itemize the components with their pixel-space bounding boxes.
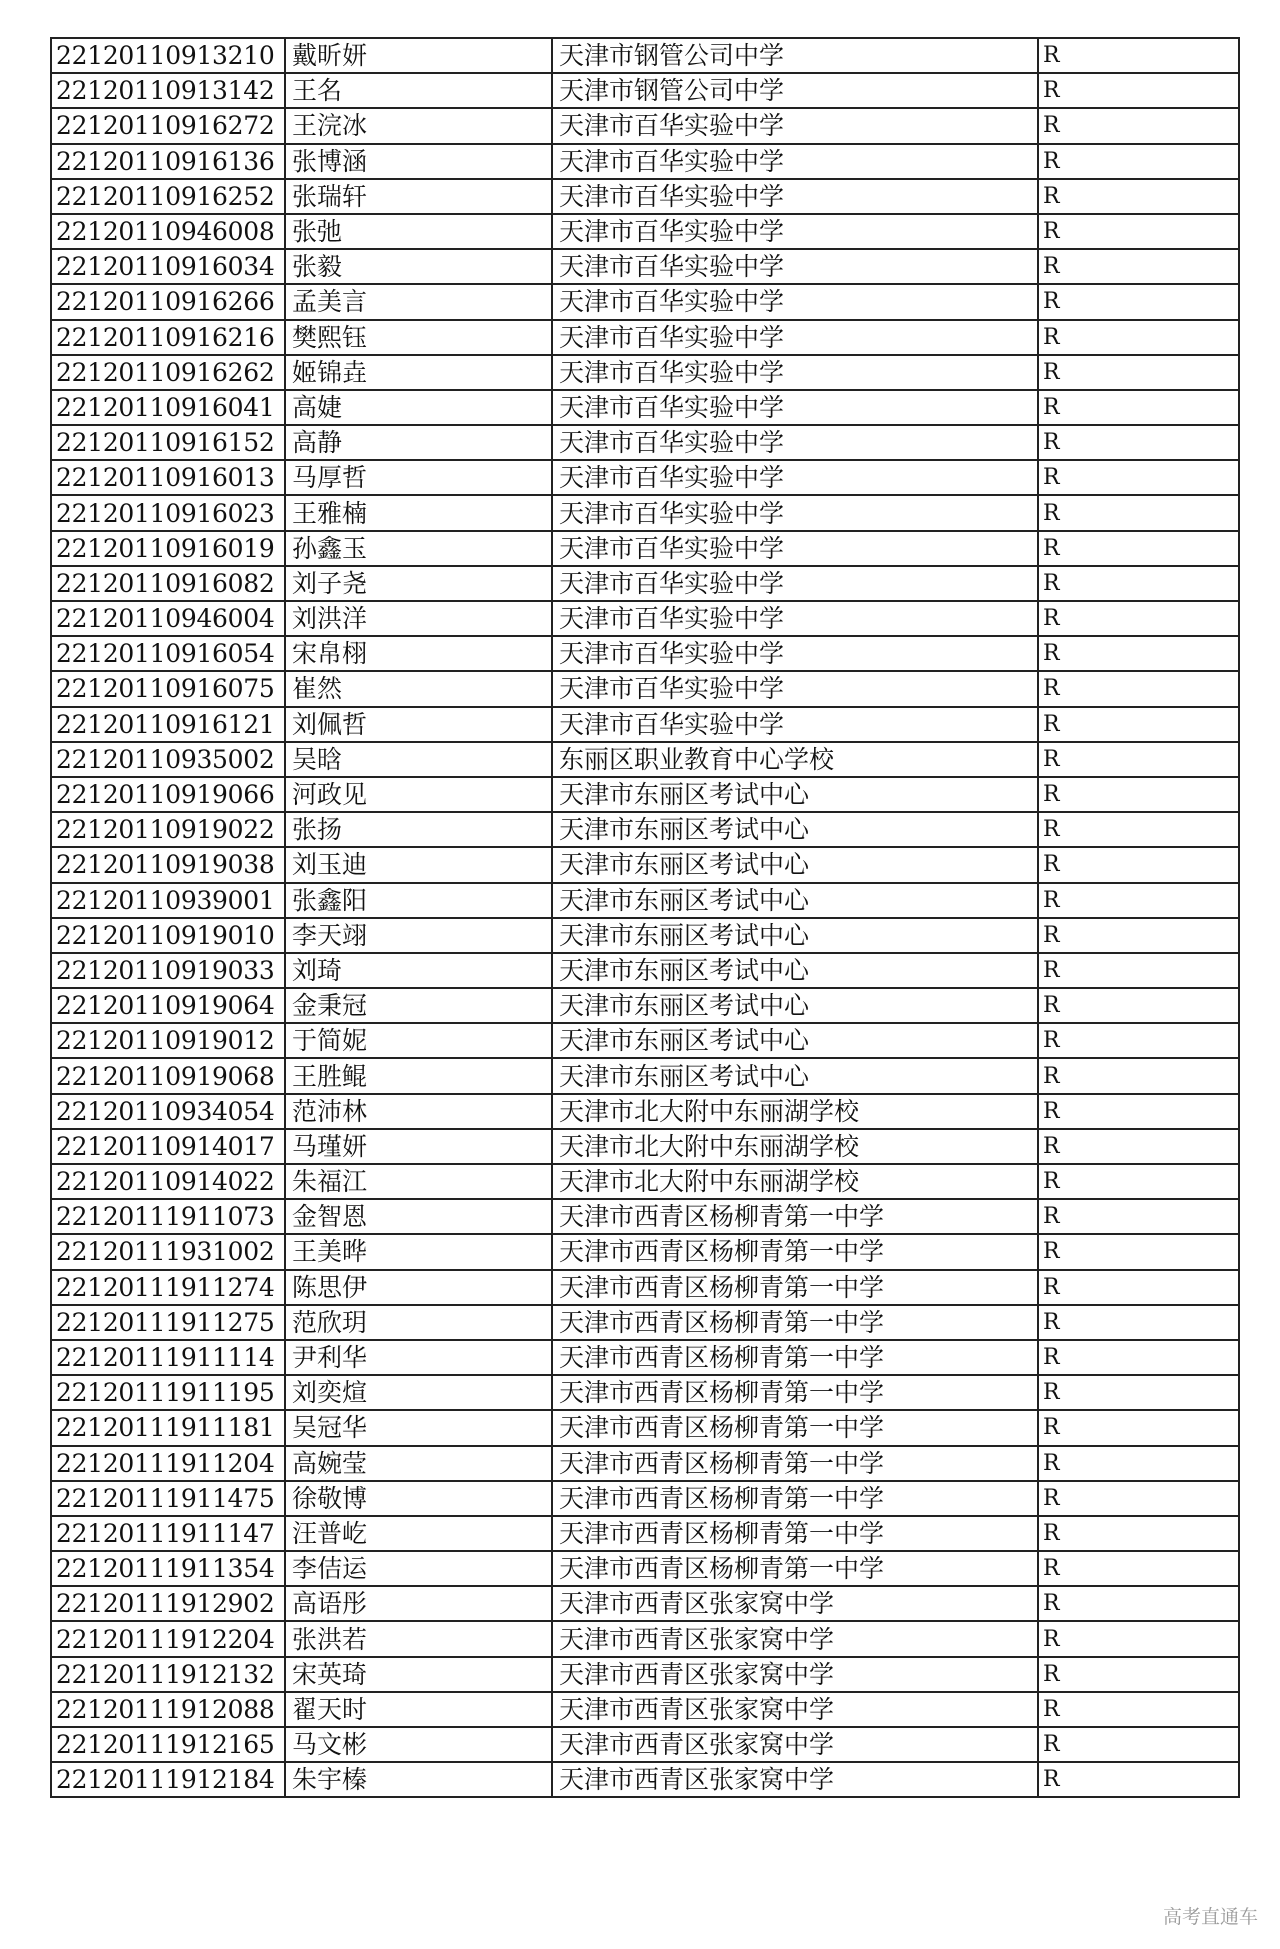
student-name-cell: 河政见 [285,777,552,812]
exam-id-cell: 22120111911181 [51,1410,285,1445]
status-cell: R [1038,742,1239,777]
watermark: 高考直通车 [1162,1906,1258,1928]
exam-id-cell: 22120111912204 [51,1621,285,1656]
school-cell: 东丽区职业教育中心学校 [552,742,1038,777]
exam-id-cell: 22120110916082 [51,566,285,601]
table-row [51,566,1239,601]
status-cell: R [1038,214,1239,249]
table-row [51,1234,1239,1269]
status-cell: R [1038,953,1239,988]
table-row [51,636,1239,671]
school-cell: 天津市西青区杨柳青第一中学 [552,1375,1038,1410]
exam-id-cell: 22120110916034 [51,249,285,284]
table-row [51,214,1239,249]
school-cell: 天津市西青区张家窝中学 [552,1657,1038,1692]
school-cell: 天津市西青区杨柳青第一中学 [552,1340,1038,1375]
student-name-cell: 陈思伊 [285,1270,552,1305]
student-name-cell: 樊熙钰 [285,320,552,355]
status-cell: R [1038,390,1239,425]
school-cell: 天津市百华实验中学 [552,601,1038,636]
table-row [51,1058,1239,1093]
school-cell: 天津市西青区杨柳青第一中学 [552,1305,1038,1340]
exam-id-cell: 22120110916075 [51,671,285,706]
table-row [51,1516,1239,1551]
school-cell: 天津市百华实验中学 [552,460,1038,495]
exam-id-cell: 22120111931002 [51,1234,285,1269]
status-cell: R [1038,1692,1239,1727]
school-cell: 天津市百华实验中学 [552,179,1038,214]
table-row [51,460,1239,495]
student-name-cell: 崔然 [285,671,552,706]
table-row [51,1164,1239,1199]
school-cell: 天津市西青区张家窝中学 [552,1762,1038,1797]
school-cell: 天津市东丽区考试中心 [552,812,1038,847]
table-row [51,1727,1239,1762]
table-row [51,355,1239,390]
table-row [51,918,1239,953]
student-name-cell: 朱宇榛 [285,1762,552,1797]
school-cell: 天津市百华实验中学 [552,320,1038,355]
status-cell: R [1038,847,1239,882]
school-cell: 天津市西青区杨柳青第一中学 [552,1481,1038,1516]
status-cell: R [1038,1375,1239,1410]
status-cell: R [1038,1094,1239,1129]
roster-body [51,38,1239,1797]
table-row [51,707,1239,742]
student-name-cell: 金秉冠 [285,988,552,1023]
status-cell: R [1038,355,1239,390]
school-cell: 天津市百华实验中学 [552,390,1038,425]
exam-id-cell: 22120110914022 [51,1164,285,1199]
student-name-cell: 高语彤 [285,1586,552,1621]
student-name-cell: 王名 [285,73,552,108]
table-row [51,1692,1239,1727]
exam-id-cell: 22120110919022 [51,812,285,847]
table-row [51,847,1239,882]
exam-id-cell: 22120110916041 [51,390,285,425]
table-row [51,742,1239,777]
student-name-cell: 王浣冰 [285,108,552,143]
status-cell: R [1038,812,1239,847]
status-cell: R [1038,777,1239,812]
status-cell: R [1038,601,1239,636]
exam-id-cell: 22120110934054 [51,1094,285,1129]
exam-id-cell: 22120110916266 [51,284,285,319]
school-cell: 天津市东丽区考试中心 [552,918,1038,953]
exam-id-cell: 22120111912902 [51,1586,285,1621]
table-row [51,320,1239,355]
table-row [51,531,1239,566]
status-cell: R [1038,1199,1239,1234]
status-cell: R [1038,1270,1239,1305]
school-cell: 天津市西青区杨柳青第一中学 [552,1270,1038,1305]
school-cell: 天津市东丽区考试中心 [552,847,1038,882]
status-cell: R [1038,918,1239,953]
status-cell: R [1038,1446,1239,1481]
status-cell: R [1038,988,1239,1023]
student-name-cell: 翟天时 [285,1692,552,1727]
school-cell: 天津市北大附中东丽湖学校 [552,1129,1038,1164]
exam-id-cell: 22120110946008 [51,214,285,249]
status-cell: R [1038,179,1239,214]
student-name-cell: 李佶运 [285,1551,552,1586]
status-cell: R [1038,636,1239,671]
exam-id-cell: 22120110916121 [51,707,285,742]
exam-id-cell: 22120110919068 [51,1058,285,1093]
school-cell: 天津市东丽区考试中心 [552,1058,1038,1093]
table-row [51,1762,1239,1797]
student-name-cell: 高静 [285,425,552,460]
table-row [51,495,1239,530]
status-cell: R [1038,1762,1239,1797]
exam-id-cell: 22120110916252 [51,179,285,214]
status-cell: R [1038,883,1239,918]
table-row [51,108,1239,143]
school-cell: 天津市东丽区考试中心 [552,953,1038,988]
school-cell: 天津市西青区杨柳青第一中学 [552,1199,1038,1234]
status-cell: R [1038,1727,1239,1762]
student-name-cell: 孟美言 [285,284,552,319]
school-cell: 天津市百华实验中学 [552,566,1038,601]
exam-id-cell: 22120111911073 [51,1199,285,1234]
status-cell: R [1038,1129,1239,1164]
exam-id-cell: 22120111911274 [51,1270,285,1305]
status-cell: R [1038,671,1239,706]
exam-id-cell: 22120110916023 [51,495,285,530]
exam-id-cell: 22120110916152 [51,425,285,460]
status-cell: R [1038,38,1239,73]
student-name-cell: 尹利华 [285,1340,552,1375]
exam-id-cell: 22120111911275 [51,1305,285,1340]
student-name-cell: 王雅楠 [285,495,552,530]
school-cell: 天津市西青区张家窝中学 [552,1586,1038,1621]
school-cell: 天津市百华实验中学 [552,249,1038,284]
student-name-cell: 王美晔 [285,1234,552,1269]
student-name-cell: 张博涵 [285,144,552,179]
student-name-cell: 高婉莹 [285,1446,552,1481]
table-row [51,671,1239,706]
school-cell: 天津市西青区张家窝中学 [552,1727,1038,1762]
student-name-cell: 刘佩哲 [285,707,552,742]
student-name-cell: 刘洪洋 [285,601,552,636]
table-row [51,249,1239,284]
table-row [51,1340,1239,1375]
table-row [51,883,1239,918]
school-cell: 天津市百华实验中学 [552,495,1038,530]
table-row [51,1621,1239,1656]
table-row [51,1375,1239,1410]
exam-id-cell: 22120110919010 [51,918,285,953]
status-cell: R [1038,249,1239,284]
table-row [51,1410,1239,1445]
exam-id-cell: 22120111911204 [51,1446,285,1481]
school-cell: 天津市钢管公司中学 [552,73,1038,108]
exam-id-cell: 22120110916216 [51,320,285,355]
school-cell: 天津市百华实验中学 [552,108,1038,143]
student-name-cell: 徐敬博 [285,1481,552,1516]
status-cell: R [1038,1551,1239,1586]
student-name-cell: 张瑞轩 [285,179,552,214]
status-cell: R [1038,1410,1239,1445]
table-row [51,988,1239,1023]
status-cell: R [1038,1340,1239,1375]
school-cell: 天津市东丽区考试中心 [552,988,1038,1023]
exam-id-cell: 22120111912165 [51,1727,285,1762]
table-row [51,1551,1239,1586]
status-cell: R [1038,108,1239,143]
status-cell: R [1038,1481,1239,1516]
status-cell: R [1038,1058,1239,1093]
exam-id-cell: 22120110946004 [51,601,285,636]
exam-id-cell: 22120111911195 [51,1375,285,1410]
student-name-cell: 孙鑫玉 [285,531,552,566]
student-name-cell: 刘琦 [285,953,552,988]
student-name-cell: 汪普屹 [285,1516,552,1551]
exam-id-cell: 22120110916272 [51,108,285,143]
school-cell: 天津市北大附中东丽湖学校 [552,1164,1038,1199]
school-cell: 天津市百华实验中学 [552,144,1038,179]
table-row [51,1586,1239,1621]
school-cell: 天津市西青区张家窝中学 [552,1621,1038,1656]
status-cell: R [1038,531,1239,566]
exam-id-cell: 22120110935002 [51,742,285,777]
table-row [51,1023,1239,1058]
exam-id-cell: 22120110919012 [51,1023,285,1058]
student-name-cell: 范沛林 [285,1094,552,1129]
table-row [51,812,1239,847]
exam-id-cell: 22120111912132 [51,1657,285,1692]
status-cell: R [1038,284,1239,319]
exam-id-cell: 22120110916054 [51,636,285,671]
exam-id-cell: 22120110919066 [51,777,285,812]
school-cell: 天津市百华实验中学 [552,284,1038,319]
table-row [51,425,1239,460]
table-row [51,38,1239,73]
student-name-cell: 宋帛栩 [285,636,552,671]
exam-id-cell: 22120110919064 [51,988,285,1023]
student-name-cell: 于简妮 [285,1023,552,1058]
student-name-cell: 张鑫阳 [285,883,552,918]
table-row [51,1199,1239,1234]
exam-id-cell: 22120110914017 [51,1129,285,1164]
status-cell: R [1038,144,1239,179]
status-cell: R [1038,1586,1239,1621]
student-name-cell: 张扬 [285,812,552,847]
school-cell: 天津市东丽区考试中心 [552,1023,1038,1058]
school-cell: 天津市东丽区考试中心 [552,777,1038,812]
status-cell: R [1038,1164,1239,1199]
exam-id-cell: 22120110919038 [51,847,285,882]
student-name-cell: 吴晗 [285,742,552,777]
table-row [51,1270,1239,1305]
student-name-cell: 宋英琦 [285,1657,552,1692]
table-row [51,1094,1239,1129]
table-row [51,1129,1239,1164]
school-cell: 天津市百华实验中学 [552,636,1038,671]
student-name-cell: 范欣玥 [285,1305,552,1340]
table-row [51,179,1239,214]
exam-id-cell: 22120111911475 [51,1481,285,1516]
table-row [51,284,1239,319]
school-cell: 天津市百华实验中学 [552,671,1038,706]
exam-id-cell: 22120111912088 [51,1692,285,1727]
status-cell: R [1038,707,1239,742]
exam-id-cell: 22120110916262 [51,355,285,390]
table-row [51,1657,1239,1692]
student-name-cell: 刘子尧 [285,566,552,601]
student-name-cell: 王胜鲲 [285,1058,552,1093]
school-cell: 天津市西青区杨柳青第一中学 [552,1234,1038,1269]
table-row [51,953,1239,988]
school-cell: 天津市百华实验中学 [552,425,1038,460]
student-name-cell: 高婕 [285,390,552,425]
table-row [51,601,1239,636]
status-cell: R [1038,566,1239,601]
student-name-cell: 刘奕煊 [285,1375,552,1410]
student-name-cell: 张毅 [285,249,552,284]
table-row [51,1446,1239,1481]
status-cell: R [1038,460,1239,495]
status-cell: R [1038,1621,1239,1656]
table-row [51,144,1239,179]
status-cell: R [1038,1234,1239,1269]
student-name-cell: 李天翊 [285,918,552,953]
exam-id-cell: 22120110939001 [51,883,285,918]
student-name-cell: 张洪若 [285,1621,552,1656]
status-cell: R [1038,1023,1239,1058]
exam-id-cell: 22120110913210 [51,38,285,73]
school-cell: 天津市钢管公司中学 [552,38,1038,73]
student-name-cell: 朱福江 [285,1164,552,1199]
exam-id-cell: 22120111912184 [51,1762,285,1797]
exam-id-cell: 22120110916019 [51,531,285,566]
school-cell: 天津市西青区杨柳青第一中学 [552,1551,1038,1586]
school-cell: 天津市西青区杨柳青第一中学 [552,1446,1038,1481]
student-name-cell: 马瑾妍 [285,1129,552,1164]
school-cell: 天津市百华实验中学 [552,707,1038,742]
school-cell: 天津市百华实验中学 [552,355,1038,390]
school-cell: 天津市东丽区考试中心 [552,883,1038,918]
table-row [51,1305,1239,1340]
student-name-cell: 刘玉迪 [285,847,552,882]
status-cell: R [1038,73,1239,108]
exam-id-cell: 22120110916013 [51,460,285,495]
roster-table [50,37,1240,1798]
school-cell: 天津市西青区杨柳青第一中学 [552,1516,1038,1551]
student-name-cell: 马厚哲 [285,460,552,495]
status-cell: R [1038,1657,1239,1692]
school-cell: 天津市西青区张家窝中学 [552,1692,1038,1727]
table-row [51,777,1239,812]
table-row [51,73,1239,108]
exam-id-cell: 22120111911354 [51,1551,285,1586]
student-name-cell: 马文彬 [285,1727,552,1762]
student-name-cell: 张弛 [285,214,552,249]
status-cell: R [1038,425,1239,460]
exam-id-cell: 22120110913142 [51,73,285,108]
status-cell: R [1038,1305,1239,1340]
exam-id-cell: 22120110916136 [51,144,285,179]
student-name-cell: 吴冠华 [285,1410,552,1445]
status-cell: R [1038,1516,1239,1551]
exam-id-cell: 22120111911114 [51,1340,285,1375]
student-name-cell: 金智恩 [285,1199,552,1234]
student-name-cell: 戴昕妍 [285,38,552,73]
school-cell: 天津市百华实验中学 [552,214,1038,249]
school-cell: 天津市西青区杨柳青第一中学 [552,1410,1038,1445]
exam-id-cell: 22120111911147 [51,1516,285,1551]
status-cell: R [1038,320,1239,355]
student-name-cell: 姬锦垚 [285,355,552,390]
table-row [51,390,1239,425]
exam-id-cell: 22120110919033 [51,953,285,988]
status-cell: R [1038,495,1239,530]
school-cell: 天津市北大附中东丽湖学校 [552,1094,1038,1129]
table-row [51,1481,1239,1516]
school-cell: 天津市百华实验中学 [552,531,1038,566]
